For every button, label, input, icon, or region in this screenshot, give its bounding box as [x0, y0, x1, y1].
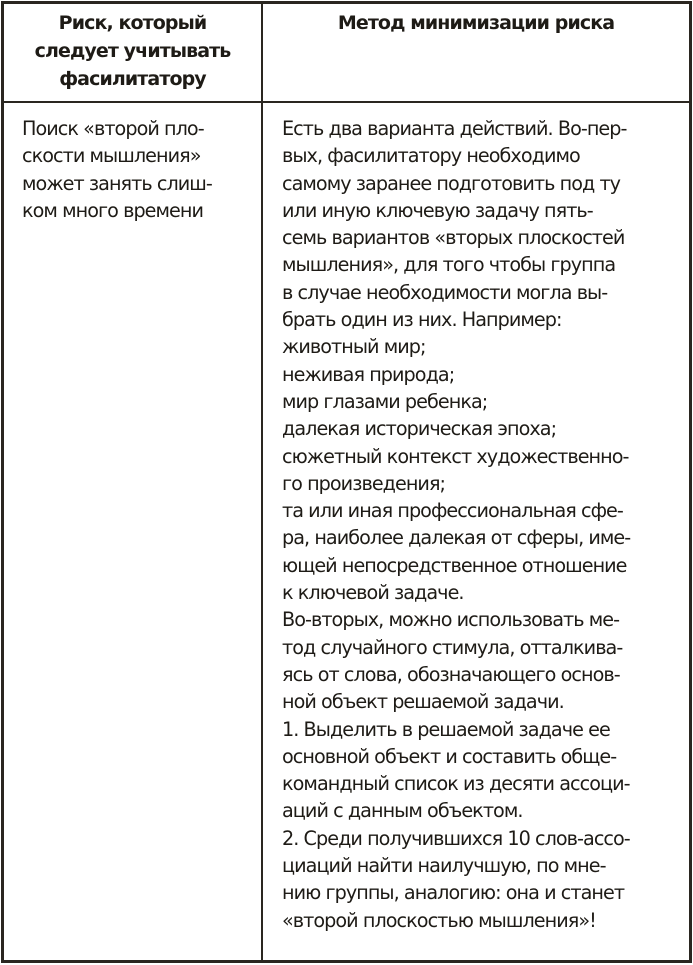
header-risk-line: следует учитывать: [34, 40, 231, 62]
header-method: [263, 4, 689, 101]
method-text-line: ной объект решаемой задачи.: [282, 690, 564, 714]
header-risk-line: Риск, который: [58, 12, 207, 34]
risk-cell: [4, 103, 261, 960]
method-text-line: вых, фасилитатору необходимо: [282, 144, 580, 168]
method-text-line: ра, наиболее далекая от сферы, име-: [282, 526, 631, 550]
method-text-line: 2. Среди получившихся 10 слов-ассо-: [282, 826, 630, 850]
method-text-line: брать один из них. Например:: [282, 308, 562, 332]
method-text-line: самому заранее подготовить под ту: [282, 171, 621, 195]
method-text-line: сюжетный контекст художественно-: [282, 444, 629, 468]
method-text-line: мышления», для того чтобы группа: [282, 253, 616, 277]
method-text-line: мир глазами ребенка;: [282, 389, 488, 413]
method-text-line: нию группы, аналогию: она и станет: [282, 881, 625, 905]
method-cell: [263, 103, 689, 960]
method-text-line: семь вариантов «вторых плоскостей: [282, 226, 625, 250]
method-text-line: «второй плоскостью мышления»!: [282, 908, 596, 932]
method-text-line: тод случайного стимула, отталкива-: [282, 635, 623, 659]
method-text-line: циаций найти наилучшую, по мне-: [282, 854, 606, 878]
risk-text-line: ком много времени: [22, 198, 204, 222]
method-text-line: далекая историческая эпоха;: [282, 417, 557, 441]
risk-table: [1, 1, 692, 963]
method-text-line: Во-вторых, можно использовать ме-: [282, 608, 620, 632]
header-risk-line: фасилитатору: [59, 68, 206, 90]
method-text-line: или иную ключевую задачу пять-: [282, 198, 593, 222]
method-text-line: в случае необходимости могла вы-: [282, 280, 608, 304]
method-text-line: неживая природа;: [282, 362, 455, 386]
method-text-line: 1. Выделить в решаемой задаче ее: [282, 717, 610, 741]
risk-text-line: скости мышления»: [22, 144, 201, 168]
method-text-line: ясь от слова, обозначающего основ-: [282, 662, 620, 686]
method-text-line: командный список из десяти ассоци-: [282, 772, 630, 796]
method-text-line: аций с данным объектом.: [282, 799, 523, 823]
method-text-line: ющей непосредственное отношение: [282, 553, 627, 577]
method-text-line: го произведения;: [282, 471, 446, 495]
header-method-line: Метод минимизации риска: [337, 12, 615, 34]
method-text-line: животный мир;: [282, 335, 426, 359]
method-text-line: та или иная профессиональная сфе-: [282, 499, 623, 523]
method-text-line: Есть два варианта действий. Во-пер-: [282, 117, 627, 140]
method-text-line: к ключевой задаче.: [282, 581, 464, 605]
header-risk: [4, 4, 261, 101]
risk-text-line: может занять слиш-: [22, 171, 212, 195]
method-text-line: основной объект и составить обще-: [282, 744, 617, 768]
risk-text-line: Поиск «второй пло-: [22, 117, 204, 140]
